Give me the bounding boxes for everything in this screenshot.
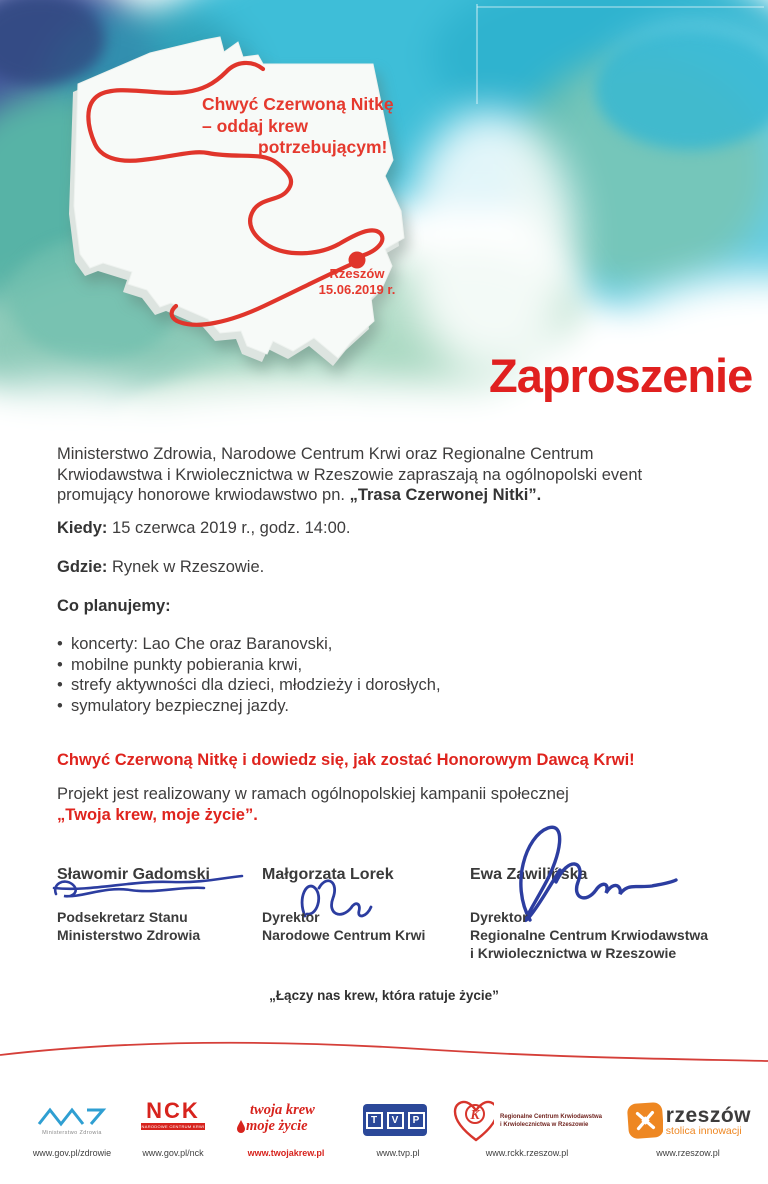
motto-quote: „Łączy nas krew, która ratuje życie” — [269, 988, 499, 1003]
list-item: • koncerty: Lao Che oraz Baranovski, — [57, 635, 333, 653]
rckik-url: www.rckk.rzeszow.pl — [485, 1148, 569, 1158]
page-title: Zaproszenie — [489, 349, 753, 402]
mz-caption: Ministerstwo Zdrowia — [42, 1130, 102, 1136]
when-line — [57, 518, 351, 539]
event-date: 15.06.2019 r. — [318, 282, 396, 297]
signature-scribble-1 — [52, 868, 247, 904]
logo-tvp — [363, 1104, 427, 1136]
map-headline — [202, 94, 394, 159]
mz-url: www.gov.pl/zdrowie — [32, 1148, 112, 1158]
where-label: Gdzie: — [57, 558, 108, 576]
intro-paragraph — [57, 444, 642, 506]
where-value: Rynek w Rzeszowie. — [107, 558, 265, 576]
project-line1: Projekt jest realizowany w ramach ogólnopolskiej kampanii społecznej — [57, 785, 569, 803]
red-wave-divider — [0, 1035, 768, 1071]
logo-nck — [140, 1100, 206, 1130]
map-headline-line2: – oddaj krew — [202, 115, 309, 136]
twoja-krew-url: www.twojakrew.pl — [247, 1148, 325, 1158]
map-city-label — [319, 266, 396, 298]
list-item: • symulatory bezpiecznej jazdy. — [57, 696, 289, 715]
signatory-name-3: Ewa Zawilińska — [470, 866, 588, 883]
rzeszow-wordmark: rzeszów — [665, 1103, 751, 1127]
where-line — [57, 557, 264, 578]
tk-line2: moje życie — [246, 1118, 308, 1134]
intro-line3: promujący honorowe krwiodawstwo pn. „Trasa Czerwonej Nitki”. — [57, 486, 542, 504]
logo-rzeszow — [625, 1100, 751, 1142]
signatory-roles-3: Dyrektor Regionalne Centrum Krwiodawstwa i Krwiolecznictwa w Rzeszowie — [470, 909, 709, 961]
plans-heading: Co planujemy: — [57, 597, 171, 615]
logo-ministerstwo-zdrowia — [30, 1104, 114, 1136]
signatory-name-2: Małgorzata Lorek — [262, 866, 394, 883]
map-headline-line1: Chwyć Czerwoną Nitkę — [202, 94, 394, 114]
list-item: • mobilne punkty pobierania krwi, — [57, 655, 303, 674]
rzeszow-url: www.rzeszow.pl — [656, 1148, 720, 1158]
tvp-url: www.tvp.pl — [376, 1148, 420, 1158]
intro-line1: Ministerstwo Zdrowia, Narodowe Centrum Krwi oraz Regionalne Centrum — [57, 445, 594, 463]
mz-zigzag-icon — [37, 1104, 107, 1128]
heart-icon — [452, 1098, 494, 1144]
rckik-line2: i Krwiolecznictwa w Rzeszowie — [499, 1122, 589, 1128]
tvp-letter-p: P — [408, 1112, 425, 1129]
rckik-line1: Regionalne Centrum Krwiodawstwa — [499, 1114, 602, 1120]
project-paragraph — [57, 784, 569, 825]
nck-wordmark: NCK — [146, 1098, 200, 1123]
intro-line2: Krwiodawstwa i Krwiolecznictwa w Rzeszowie zapraszają na ogólnopolski event — [57, 465, 643, 484]
signatory-name-1: Sławomir Gadomski — [57, 866, 210, 883]
logo-rckik — [452, 1098, 602, 1144]
cta-line: Chwyć Czerwoną Nitkę i dowiedz się, jak zostać Honorowym Dawcą Krwi! — [57, 751, 635, 769]
signatory-roles-2: Dyrektor Narodowe Centrum Krwi — [262, 909, 426, 943]
logo-twoja-krew — [236, 1102, 336, 1134]
event-name: „Trasa Czerwonej Nitki”. — [349, 486, 542, 504]
rzeszow-tagline: stolica innowacji — [665, 1124, 742, 1137]
tvp-letter-t: T — [366, 1112, 383, 1129]
city-name: Rzeszów — [329, 266, 385, 281]
nck-bar: NARODOWE CENTRUM KRWI — [141, 1124, 205, 1129]
list-item: • strefy aktywności dla dzieci, młodzieży i dorosłych, — [57, 676, 441, 694]
nck-url: www.gov.pl/nck — [142, 1148, 204, 1158]
map-headline-line3: potrzebującym! — [258, 137, 388, 157]
tvp-letter-v: V — [387, 1112, 404, 1129]
signatory-roles-1: Podsekretarz Stanu Ministerstwo Zdrowia — [57, 909, 201, 943]
when-value: 15 czerwca 2019 r., godz. 14:00. — [107, 519, 351, 537]
when-label: Kiedy: — [57, 519, 108, 537]
tk-line1: twoja krew — [250, 1102, 315, 1118]
heart-k-letter: K — [470, 1108, 480, 1123]
plans-list — [57, 634, 441, 716]
campaign-name: „Twoja krew, moje życie”. — [57, 805, 258, 824]
blood-drop-icon — [236, 1119, 246, 1133]
rzeszow-arrows-icon — [625, 1100, 663, 1142]
